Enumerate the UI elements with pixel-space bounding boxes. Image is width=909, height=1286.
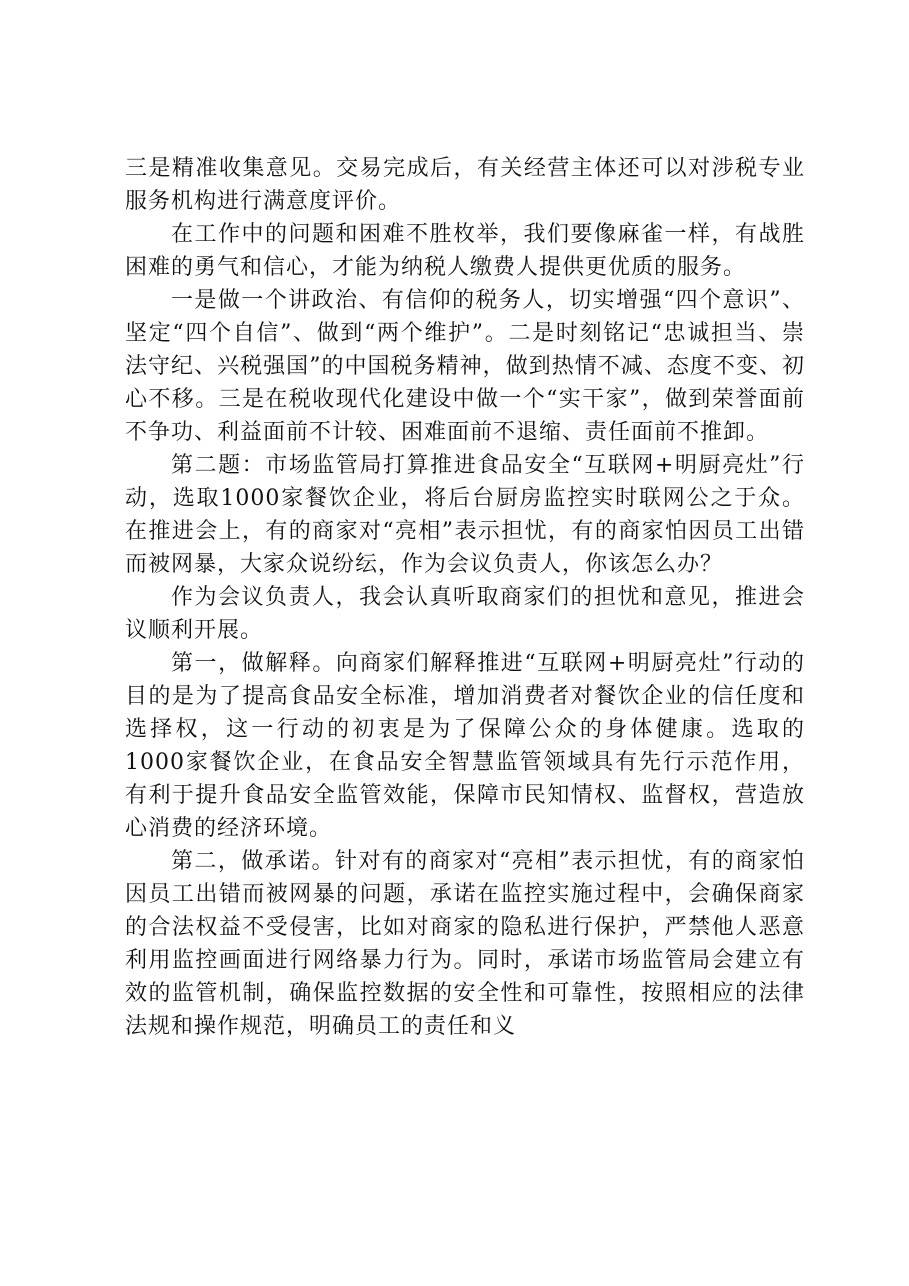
paragraph-3: 一是做一个讲政治、有信仰的税务人，切实增强“四个意识”、坚定“四个自信”、做到“两个维护”。二是时刻铭记“忠诚担当、崇法守纪、兴税强国”的中国税务精神，做到热情不减、态度不变、初心不移。三是在税收现代化建设中做一个“实干家”，做到荣誉面前不争功、利益面前不计较、困难面前不退缩、责任面前不推卸。 [125,288,805,445]
paragraph-1: 三是精准收集意见。交易完成后，有关经营主体还可以对涉税专业服务机构进行满意度评价。 [125,156,805,214]
paragraph-7: 第二，做承诺。针对有的商家对“亮相”表示担忧，有的商家怕因员工出错而被网暴的问题，承诺在监控实施过程中，会确保商家的合法权益不受侵害，比如对商家的隐私进行保护，严禁他人恶意利用监控画面进行网络暴力行为。同时，承诺市场监管局会建立有效的监管机制，确保监控数据的安全性和可靠性，按照相应的法律法规和操作规范，明确员工的责任和义 [125,849,805,1039]
paragraph-5: 作为会议负责人，我会认真听取商家们的担忧和意见，推进会议顺利开展。 [125,585,805,643]
paragraph-4: 第二题：市场监管局打算推进食品安全“互联网+明厨亮灶”行动，选取1000家餐饮企业，将后台厨房监控实时联网公之于众。在推进会上，有的商家对“亮相”表示担忧，有的商家怕因员工出错而被网暴，大家众说纷纭，作为会议负责人，你该怎么办？ [125,453,805,577]
paragraph-6: 第一，做解释。向商家们解释推进“互联网+明厨亮灶”行动的目的是为了提高食品安全标准，增加消费者对餐饮企业的信任度和选择权，这一行动的初衷是为了保障公众的身体健康。选取的1000家餐饮企业，在食品安全智慧监管领域具有先行示范作用，有利于提升食品安全监管效能，保障市民知情权、监督权，营造放心消费的经济环境。 [125,651,805,841]
document-body [125,152,805,1043]
paragraph-2: 在工作中的问题和困难不胜枚举，我们要像麻雀一样，有战胜困难的勇气和信心，才能为纳税人缴费人提供更优质的服务。 [125,222,805,280]
